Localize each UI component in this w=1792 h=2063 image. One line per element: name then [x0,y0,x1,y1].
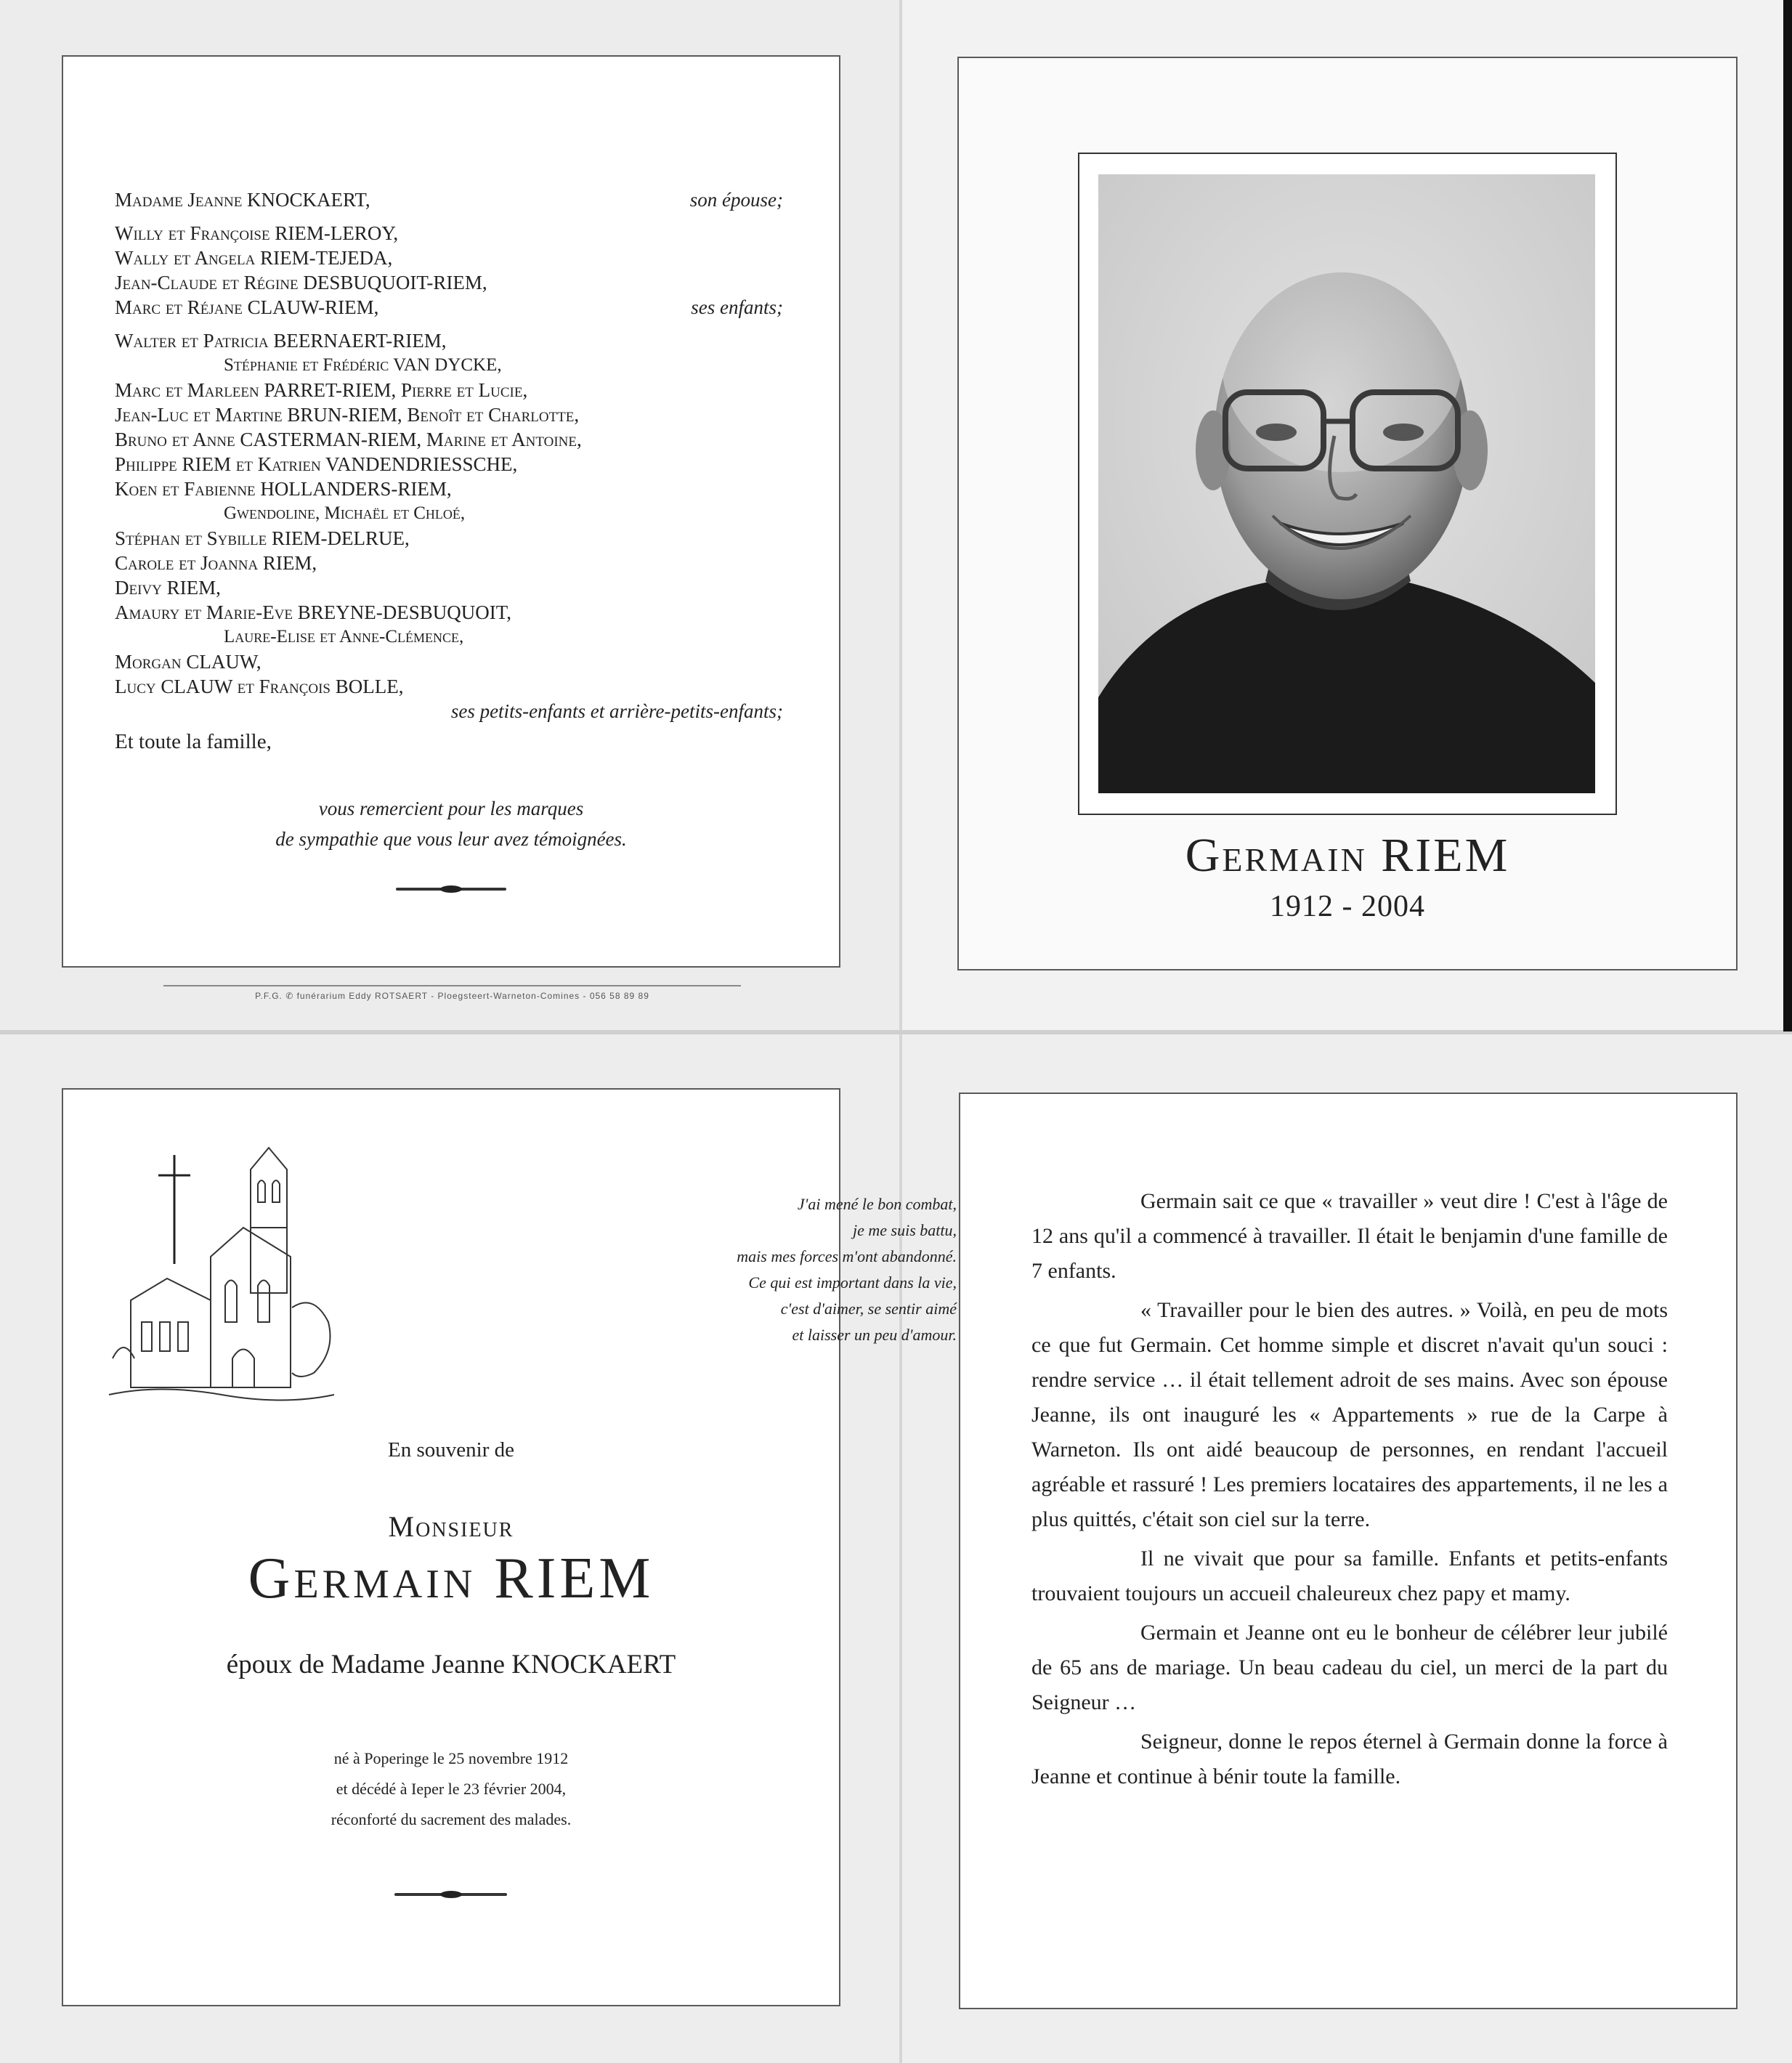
family-member-text: Stéphan et Sybille RIEM-DELRUE, [115,527,410,549]
family-member-text: Marc et Marleen PARRET-RIEM, Pierre et Lucie, [115,379,528,401]
family-member [115,526,783,551]
poem-line: je me suis battu, [853,1221,957,1239]
family-member-text: Jean-Claude et Régine DESBUQUOIT-RIEM, [115,272,487,293]
family-role: son épouse; [689,189,783,211]
family-member-text: Willy et Françoise RIEM-LEROY, [115,222,399,244]
date-line: né à Poperinge le 25 novembre 1912 [333,1749,569,1767]
deceased-name-top: Germain RIEM [1185,829,1510,882]
family-member [115,295,783,320]
family-member [115,452,783,477]
family-member-text: Madame Jeanne KNOCKAERT, [115,189,370,211]
family-member-text: Stéphanie et Frédéric VAN DYCKE, [224,355,502,375]
in-memory-label: En souvenir de [388,1438,514,1462]
family-member-text: Koen et Fabienne HOLLANDERS-RIEM, [115,478,452,500]
family-member-text: Laure-Elise et Anne-Clémence, [224,627,464,647]
thanks-text [62,793,840,854]
biography-paragraph: Seigneur, donne le repos éternel à Germain donne la force à Jeanne et continue à bénir toute la famille. [1031,1730,1668,1788]
family-member-text: Carole et Joanna RIEM, [115,552,317,574]
birth-death-info [62,1743,840,1835]
scan-edge [1783,0,1792,1032]
biography-paragraph: Germain sait ce que « travailler » veut dire ! C'est à l'âge de 12 ans qu'il a commencé à travailler. Il était le benjamin d'une famille de 7 enfants. [1031,1189,1668,1283]
life-years: 1912 - 2004 [1270,890,1425,923]
poem-line: Ce qui est important dans la vie, [748,1273,957,1292]
family-member-text: Marc et Réjane CLAUW-RIEM, [115,296,379,318]
biography-paragraph: Germain et Jeanne ont eu le bonheur de célébrer leur jubilé de 65 ans de mariage. Un beau cadeau du ciel, un merci de la part du Seigneur … [1031,1621,1668,1714]
family-member-text: Bruno et Anne CASTERMAN-RIEM, Marine et Antoine, [115,429,582,450]
family-member-text: Walter et Patricia BEERNAERT-RIEM, [115,330,447,352]
deceased-name-main: Germain RIEM [248,1547,654,1610]
family-member [115,501,783,526]
family-list [115,187,783,754]
family-member [115,270,783,295]
family-member [115,575,783,600]
poem-line: c'est d'aimer, se sentir aimé [780,1300,957,1318]
family-member [115,402,783,427]
poem-line: et laisser un peu d'amour. [792,1326,957,1344]
family-gap [115,212,783,221]
grandchildren-role: ses petits-enfants et arrière-petits-enfants; [450,700,783,722]
family-member-text: Lucy CLAUW et François BOLLE, [115,676,404,697]
biography-paragraph: « Travailler pour le bien des autres. » Voilà, en peu de mots ce que fut Germain. Cet homme simple et discret n'avait qu'un souci : rendre service … il était tellement adroit de ses mains. Avec son épouse Jeanne, ils ont inauguré les « Appartements » rue de la Carpe à Warneton. Ils ont aidé beaucoup de personnes, en rendant l'accueil agréable et rassuré ! Les premiers locataires des appartements, il ne les a plus quittés, c'était son ciel sur la terre. [1031,1298,1668,1531]
family-member [115,378,783,402]
family-member [115,551,783,575]
family-member [115,427,783,452]
family-member-text: Wally et Angela RIEM-TEJEDA, [115,247,393,269]
family-member-text: Philippe RIEM et Katrien VANDENDRIESSCHE, [115,453,518,475]
family-member-text: Amaury et Marie-Eve BREYNE-DESBUQUOIT, [115,601,512,623]
horizontal-fold [0,1030,1792,1034]
family-member-text: Morgan CLAUW, [115,651,261,673]
biography-paragraph: Il ne vivait que pour sa famille. Enfants et petits-enfants trouvaient toujours un accueil chaleureux chez papy et mamy. [1031,1547,1668,1605]
family-member [115,187,783,212]
church-drawing-icon [102,1140,341,1416]
date-line: réconforté du sacrement des malades. [331,1810,572,1828]
family-member [115,328,783,353]
family-member [115,649,783,674]
family-member [115,353,783,378]
title-monsieur: Monsieur [388,1510,514,1543]
spouse-line: époux de Madame Jeanne KNOCKAERT [226,1650,676,1679]
family-role: ses enfants; [691,296,783,318]
ornament-divider [396,888,506,891]
poem-line: mais mes forces m'ont abandonné. [737,1247,957,1265]
family-member [115,674,783,699]
date-line: et décédé à Ieper le 23 février 2004, [336,1780,567,1798]
family-member [115,600,783,625]
poem-quote [407,1191,957,1348]
whole-family-line: Et toute la famille, [115,730,272,753]
family-gap [115,320,783,328]
family-member [115,477,783,501]
family-member [115,221,783,246]
family-member [115,625,783,649]
family-member-text: Jean-Luc et Martine BRUN-RIEM, Benoît et Charlotte, [115,404,580,426]
biography-text [1031,1184,1668,1799]
family-member-text: Gwendoline, Michaël et Chloé, [224,503,466,523]
family-member [115,246,783,270]
family-member-text: Deivy RIEM, [115,577,221,599]
printer-credit: P.F.G. ✆ funérarium Eddy ROTSAERT - Ploegsteert-Warneton-Comines - 056 58 89 89 [163,985,741,1001]
thanks-line-2: de sympathie que vous leur avez témoignées. [275,828,627,850]
poem-line: J'ai mené le bon combat, [797,1195,957,1213]
ornament-divider-bottom [394,1893,507,1896]
thanks-line-1: vous remercient pour les marques [318,798,584,819]
portrait-photo [1098,174,1595,793]
